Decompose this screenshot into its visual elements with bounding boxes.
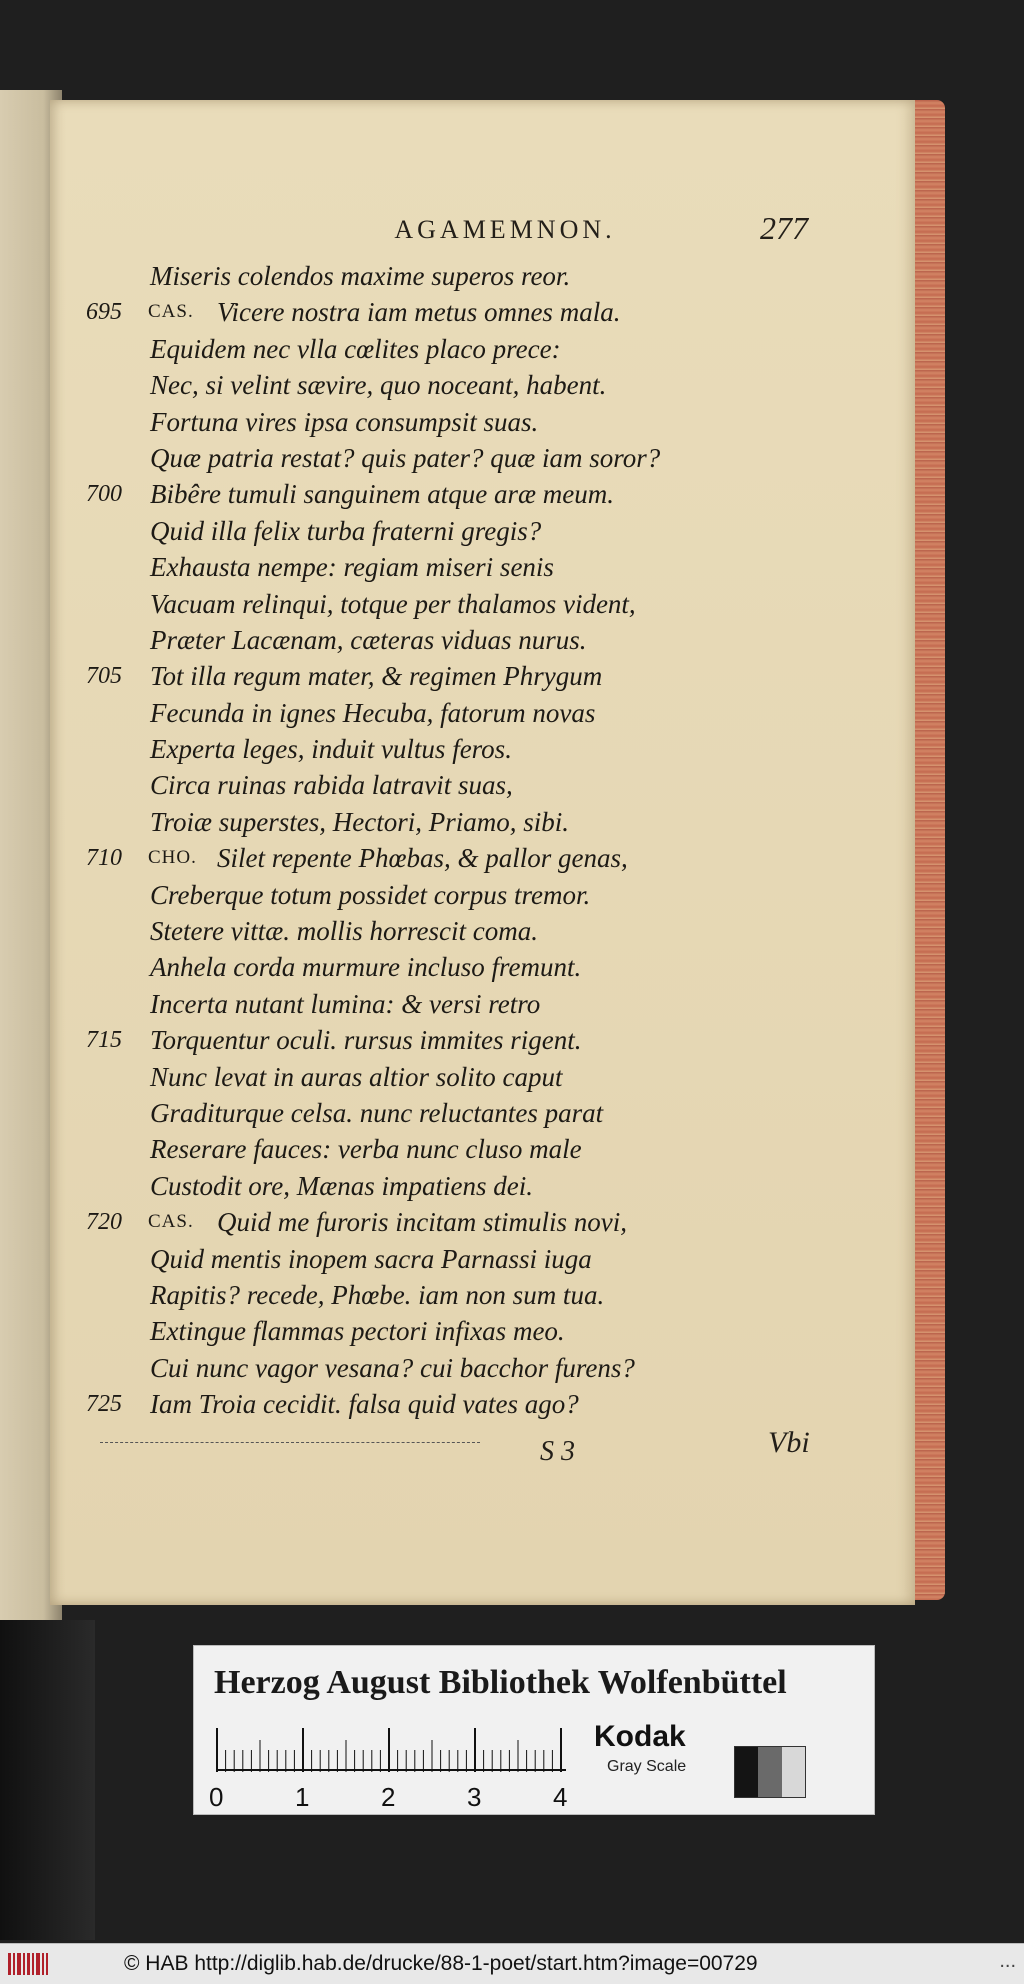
verse-text: Iam Troia cecidit. falsa quid vates ago? xyxy=(150,1389,579,1420)
verse-text: Quæ patria restat? quis pater? quæ iam soror? xyxy=(150,442,661,473)
kodak-brand: Kodak xyxy=(594,1720,686,1753)
verse-text: Præter Lacænam, cæteras viduas nurus. xyxy=(150,624,587,655)
verse-line xyxy=(80,549,880,585)
verse-text: Extingue flammas pectori infixas meo. xyxy=(150,1316,565,1347)
verse-line xyxy=(80,804,880,840)
verse-line xyxy=(80,440,880,476)
gray-patch xyxy=(735,1747,758,1797)
verse-line xyxy=(80,840,880,876)
hab-logo-icon[interactable] xyxy=(6,1950,50,1978)
footer-bar xyxy=(0,1943,1024,1984)
verse-text: Experta leges, induit vultus feros. xyxy=(150,734,512,765)
gray-patches xyxy=(734,1746,806,1798)
verse-line xyxy=(80,658,880,694)
verse-line xyxy=(80,986,880,1022)
verse-line xyxy=(80,1204,880,1240)
verse-text: Torquentur oculi. rursus immites rigent. xyxy=(150,1025,582,1056)
line-number: 715 xyxy=(86,1027,122,1054)
line-number: 700 xyxy=(86,481,122,508)
verse-line xyxy=(80,767,880,803)
signature-mark: S 3 xyxy=(540,1436,575,1467)
copyright-url[interactable]: © HAB http://diglib.hab.de/drucke/88-1-poet/start.htm?image=00729 xyxy=(124,1952,758,1975)
ruler-label: 3 xyxy=(467,1782,482,1812)
verse-line xyxy=(80,1313,880,1349)
verse-text: Exhausta nempe: regiam miseri senis xyxy=(150,552,554,583)
verse-text: Bibêre tumuli sanguinem atque aræ meum. xyxy=(150,479,614,510)
running-header: AGAMEMNON. xyxy=(394,215,616,244)
verse-text: Quid me furoris incitam stimulis novi, xyxy=(217,1207,627,1238)
verse-line xyxy=(80,1095,880,1131)
verse-line xyxy=(80,949,880,985)
verse-text: Vicere nostra iam metus omnes mala. xyxy=(217,297,621,328)
verse-line xyxy=(80,1241,880,1277)
verse-text: Incerta nutant lumina: & versi retro xyxy=(150,988,541,1019)
line-number: 720 xyxy=(86,1209,122,1236)
verse-text: Circa ruinas rabida latravit suas, xyxy=(150,770,513,801)
verse-line xyxy=(80,476,880,512)
catchword: Vbi xyxy=(768,1426,810,1459)
verse-lines xyxy=(80,258,880,1423)
scale-ruler xyxy=(216,1728,566,1772)
verse-text: Equidem nec vlla cœlites placo prece: xyxy=(150,333,561,364)
color-calibration-card xyxy=(193,1645,875,1815)
ruler-label: 0 xyxy=(209,1782,224,1812)
verse-text: Nec, si velint sævire, quo noceant, habent. xyxy=(150,370,607,401)
verse-text: Miseris colendos maxime superos reor. xyxy=(150,261,571,291)
verse-line xyxy=(80,622,880,658)
verse-line xyxy=(80,294,880,330)
verse-line xyxy=(80,731,880,767)
verse-line xyxy=(80,404,880,440)
verse-line xyxy=(80,1168,880,1204)
line-number: 725 xyxy=(86,1391,122,1418)
book-cover-edge xyxy=(0,1620,95,1940)
verse-line xyxy=(80,367,880,403)
ruler-label: 2 xyxy=(381,1782,396,1812)
verse-text: Cui nunc vagor vesana? cui bacchor furens? xyxy=(150,1352,635,1383)
verse-line xyxy=(80,1022,880,1058)
line-number: 695 xyxy=(86,299,122,326)
verse-line xyxy=(80,1059,880,1095)
library-name: Herzog August Bibliothek Wolfenbüttel xyxy=(214,1664,787,1701)
verse-line xyxy=(80,1131,880,1167)
verse-text: Fecunda in ignes Hecuba, fatorum novas xyxy=(150,697,596,728)
verse-line xyxy=(80,331,880,367)
speaker-label: CHO. xyxy=(148,847,197,869)
verse-line xyxy=(80,513,880,549)
gray-patch xyxy=(758,1747,781,1797)
verse-text: Reserare fauces: verba nunc cluso male xyxy=(150,1134,582,1165)
verse-line xyxy=(80,877,880,913)
verse-text: Silet repente Phœbas, & pallor genas, xyxy=(217,843,628,874)
ruler-label: 1 xyxy=(295,1782,310,1812)
speaker-label: CAS. xyxy=(148,301,194,323)
gray-patch xyxy=(782,1747,805,1797)
verse-line xyxy=(80,586,880,622)
bottom-rule xyxy=(100,1442,480,1444)
verse-text: Rapitis? recede, Phœbe. iam non sum tua. xyxy=(150,1279,605,1310)
verse-line xyxy=(80,1277,880,1313)
verse-text: Creberque totum possidet corpus tremor. xyxy=(150,879,591,910)
verse-line xyxy=(80,913,880,949)
verse-text: Quid illa felix turba fraterni gregis? xyxy=(150,515,542,546)
verse-text: Anhela corda murmure incluso fremunt. xyxy=(150,952,582,983)
ruler-ticks xyxy=(216,1728,566,1772)
verse-text: Quid mentis inopem sacra Parnassi iuga xyxy=(150,1243,592,1274)
verse-text: Tot illa regum mater, & regimen Phrygum xyxy=(150,661,603,692)
verse-text: Custodit ore, Mænas impatiens dei. xyxy=(150,1170,533,1201)
verse-text: Troiæ superstes, Hectori, Priamo, sibi. xyxy=(150,806,570,837)
verse-text: Vacuam relinqui, totque per thalamos vident, xyxy=(150,588,636,619)
speaker-label: CAS. xyxy=(148,1211,194,1233)
verse-text: Fortuna vires ipsa consumpsit suas. xyxy=(150,406,539,437)
verse-text: Nunc levat in auras altior solito caput xyxy=(150,1061,563,1092)
verse-text: Graditurque celsa. nunc reluctantes parat xyxy=(150,1097,604,1128)
page-number: 277 xyxy=(760,210,808,246)
verse-line xyxy=(80,1386,880,1422)
verse-line xyxy=(80,695,880,731)
more-menu-icon[interactable]: ... xyxy=(999,1950,1016,1972)
ruler-label: 4 xyxy=(553,1782,568,1812)
line-number: 705 xyxy=(86,663,122,690)
verse-line xyxy=(80,1350,880,1386)
gray-scale-label: Gray Scale xyxy=(607,1758,687,1775)
verse-line xyxy=(80,258,880,294)
verse-text: Stetere vittæ. mollis horrescit coma. xyxy=(150,916,538,947)
line-number: 710 xyxy=(86,845,122,872)
